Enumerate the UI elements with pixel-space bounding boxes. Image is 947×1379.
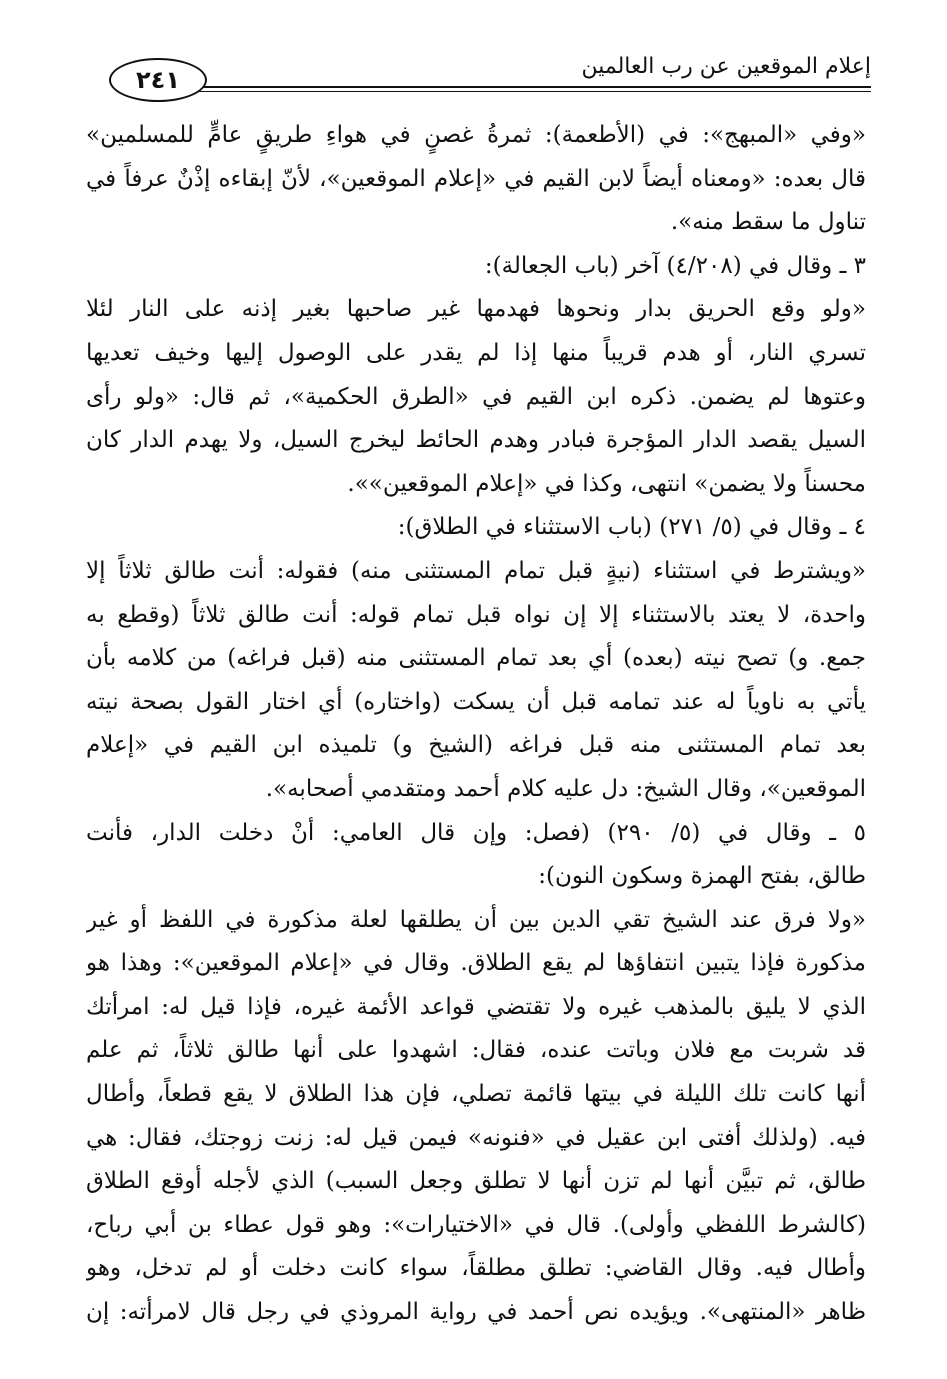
text-line: «وفي «المبهج»: في (الأطعمة): ثمرةُ غصنٍ في هواءِ طريقٍ عامٍّ للمسلمين» [86,122,866,148]
page-number-text: ٢٤١ [136,66,180,94]
running-title: إعلام الموقعين عن رب العالمين [581,54,871,79]
text-line: محسناً ولا يضمن» انتهى، وكذا في «إعلام الموقعين»». [347,470,866,497]
text-line: واحدة، لا يعتد بالاستثناء إلا إن نواه قبل تمام قوله: أنت طالق ثلاثاً (وقطع به [86,601,866,628]
text-line: الموقعين»، وقال الشيخ: دل عليه كلام أحمد ومتقدمي أصحابه». [265,775,866,802]
text-line: تسري النار، أو هدم قريباً منها إذا لم يقدر على الوصول إليها وخيف تعديها [86,339,866,366]
text-line: السيل يقصد الدار المؤجرة فبادر وهدم الحائط ليخرج السيل، ولا يهدم الدار كان [86,427,866,454]
body-text [86,114,866,1335]
text-line: تناول ما سقط منه». [670,209,866,236]
text-line: «ولو وقع الحريق بدار ونحوها فهدمها غير صاحبها بغير إذنه على النار لئلا [86,296,866,323]
text-line: «ويشترط في استثناء (نيةٍ قبل تمام المستثنى منه) فقوله: أنت طالق ثلاثاً إلا [86,557,866,584]
page-header [103,48,871,100]
text-line: «ولا فرق عند الشيخ تقي الدين بين أن يطلقها لعلة مذكورة في اللفظ أو غير [86,906,866,933]
text-line: قال بعده: «ومعناه أيضاً لابن القيم في «إعلام الموقعين»، لأنّ إبقاءه إذْنٌ عرفاً في [86,165,866,192]
text-line: ظاهر «المنتهى». ويؤيده نص أحمد في رواية المروذي في رجل قال لامرأته: إن [86,1299,866,1326]
text-line: الذي لا يليق بالمذهب غيره ولا تقتضي قواعد الأئمة غيره، فإذا قيل له: امرأتك [86,993,866,1020]
header-rule-thin [195,91,871,92]
text-line: طالق، بفتح الهمزة وسكون النون): [538,863,866,890]
text-line: طالق، ثم تبيَّن أنها لم تزن أنها لا تطلق وجعل السبب) الذي لأجله أوقع الطلاق [86,1168,866,1195]
text-line: فيه. (ولذلك أفتى ابن عقيل في «فنونه» فيمن قيل له: زنت زوجتك، فقال: هي [86,1124,866,1151]
text-line: وعتوها لم يضمن. ذكره ابن القيم في «الطرق الحكمية»، ثم قال: «ولو رأى [86,383,866,410]
text-line: بعد تمام المستثنى منه قبل فراغه (الشيخ و) تلميذه ابن القيم في «إعلام [86,732,866,759]
text-line: قد شربت مع فلان وباتت عنده، فقال: اشهدوا على أنها طالق ثلاثاً، ثم علم [86,1037,866,1064]
text-line: ٤ ـ وقال في (٥/ ٢٧١) (باب الاستثناء في الطلاق): [397,514,866,541]
text-line: ٥ ـ وقال في (٥/ ٢٩٠) (فصل: وإن قال العامي: أنْ دخلت الدار، فأنت [86,819,866,846]
page-number [109,58,207,102]
text-line: ٣ ـ وقال في (٤/٢٠٨) آخر (باب الجعالة): [484,252,866,279]
header-rule [195,86,871,88]
text-line: جمع. و) تصح نيته (بعده) أي بعد تمام المستثنى منه (قبل فراغه) من كلامه بأن [86,645,866,672]
text-line: وأطال فيه. وقال القاضي: تطلق مطلقاً، سواء كانت دخلت أو لم تدخل، وهو [86,1255,866,1282]
text-line: أنها كانت تلك الليلة في بيتها قائمة تصلي، فإن هذا الطلاق لا يقع قطعاً، وأطال [86,1081,866,1108]
text-line: يأتي به ناوياً له عند تمامه قبل أن يسكت (واختاره) أي اختار القول بصحة نيته [86,688,866,715]
text-line: (كالشرط اللفظي وأولى). قال في «الاختيارات»: وهو قول عطاء بن أبي رباح، [86,1211,866,1238]
text-line: مذكورة فإذا يتبين انتفاؤها لم يقع الطلاق. وقال في «إعلام الموقعين»: وهذا هو [86,950,866,977]
